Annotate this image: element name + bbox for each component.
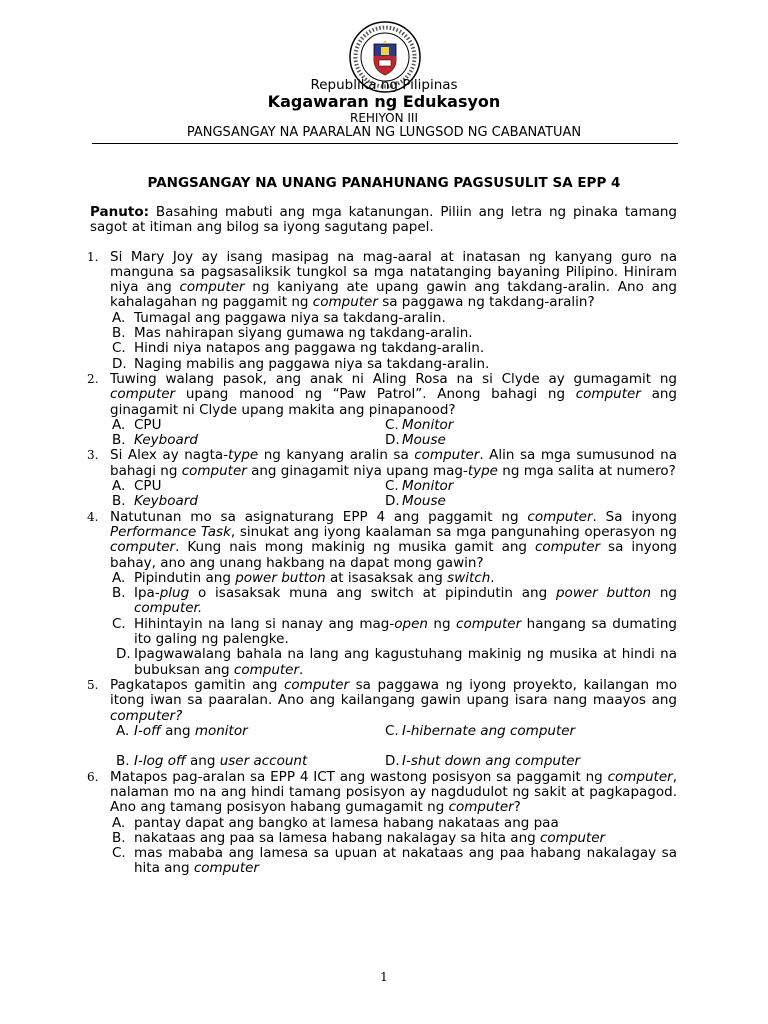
question-1 (87, 248, 677, 311)
option-b: B. Keyboard (112, 493, 198, 510)
option-d: D. Naging mabilis ang paggawa niya sa takdang-aralin. (112, 355, 490, 372)
option-a: A. pantay dapat ang bangko at lamesa habang nakataas ang paa (112, 814, 559, 831)
option-d: D. Ipagwawalang bahala na lang ang kagustuhang makinig ng musika at hindi na bubuksan ang computer. (116, 646, 677, 678)
question-number: 2. (87, 371, 99, 386)
page-number: 1 (380, 970, 388, 984)
options-row (90, 479, 677, 494)
option-c: C. Hihintayin na lang si nanay ang mag-open ng computer hangang sa dumating ito galing ng palengke. (112, 615, 677, 648)
options-row (90, 754, 677, 769)
option-a: A. Tumagal ang paggawa niya sa takdang-aralin. (112, 309, 446, 326)
question-stem: Pagkatapos gamitin ang computer sa paggawa ng iyong proyekto, kailangan mo itong iwan sa paaralan. Ano ang kailangang gawin upang isara nang maayos ang computer? (110, 676, 677, 724)
options-row (90, 418, 677, 433)
option-c: C. mas mababa ang lamesa sa upuan at nakataas ang paa habang nakalagay sa hita ang computer (112, 845, 677, 877)
instructions-label: Panuto: (90, 204, 149, 220)
instructions-text: Basahing mabuti ang mga katanungan. Piliin ang letra ng pinaka tamang sagot at itiman ang bilog sa iyong sagutang papel. (90, 204, 677, 236)
instructions (90, 205, 677, 236)
question-6 (87, 768, 677, 816)
question-number: 3. (87, 448, 99, 463)
option-b: B. Keyboard (112, 432, 198, 449)
options-row (90, 494, 677, 509)
options-row (90, 724, 677, 739)
exam-body (87, 204, 678, 877)
option-d: D. Mouse (385, 432, 446, 449)
option-d: D. I-shut down ang computer (385, 753, 581, 770)
rehiyon-heading: REHIYON III (349, 111, 418, 125)
kagawaran-heading: Kagawaran ng Edukasyon (267, 92, 501, 111)
option-b: B. Mas nahirapan siyang gumawa ng takdang-aralin. (112, 325, 473, 342)
options-row (90, 433, 677, 448)
option-c: C. Hindi niya natapos ang paggawa ng takdang-aralin. (112, 340, 485, 357)
question-number: 5. (87, 677, 99, 692)
option-a: A. CPU (112, 416, 162, 433)
option-a: A. I-off ang monitor (116, 722, 248, 739)
question-number: 1. (87, 249, 99, 264)
question-number: 6. (87, 769, 99, 784)
question-2 (87, 370, 677, 418)
option-a: A. CPU (112, 478, 162, 495)
option-c: C. Monitor (385, 478, 454, 495)
question-number: 4. (87, 509, 99, 524)
option-c: C. I-hibernate ang computer (385, 722, 576, 739)
option-a: A. Pipindutin ang power button at isasaksak ang switch. (112, 569, 495, 586)
option-b: B. I-log off ang user account (116, 753, 308, 770)
question-stem: Matapos pag-aralan sa EPP 4 ICT ang wastong posisyon sa paggamit ng computer, nalaman mo na ang hindi tamang posisyon ay nagdudulot ng sakit at pagkapagod. Ano ang tamang posisyon habang gumagamit ng computer? (110, 768, 677, 816)
question-4 (87, 508, 677, 571)
question-stem: Si Alex ay nagta-type ng kanyang aralin sa computer. Alin sa mga sumusunod na bahagi ng computer ang ginagamit niya upang mag-type ng mga salita at numero? (110, 447, 677, 479)
question-5 (87, 676, 677, 724)
option-b: B. nakataas ang paa sa lamesa habang nakalagay sa hita ang computer (112, 829, 606, 846)
republika-heading: Republika ng Pilipinas (310, 77, 458, 93)
question-stem: Natutunan mo sa asignaturang EPP 4 ang paggamit ng computer. Sa inyong Performance Task, sinukat ang iyong kaalaman sa mga pangunahing operasyon ng computer. Kung nais mong makinig ng musika gamit ang computer sa inyong bahay, ano ang unang hakbang na dapat mong gawin? (110, 508, 677, 571)
option-c: C. Monitor (385, 416, 454, 433)
header-divider (92, 143, 678, 144)
question-3 (87, 447, 677, 479)
question-stem: Si Mary Joy ay isang masipag na mag-aaral at inatasan ng kanyang guro na manguna sa pagsasaliksik tungkol sa mga natatanging bayaning Pilipino. Hiniram niya ang computer ng kaniyang ate upang gawin ang takdang-aralin. Ano ang kahalagahan ng paggamit ng computer sa paggawa ng takdang-aralin? (110, 248, 677, 311)
division-heading: PANGSANGAY NA PAARALAN NG LUNGSOD NG CABANATUAN (186, 125, 582, 140)
option-b: B. Ipa-plug o isasaksak muna ang switch at pipindutin ang power button ng computer. (112, 585, 678, 617)
exam-title: PANGSANGAY NA UNANG PANAHUNANG PAGSUSULIT SA EPP 4 (147, 175, 621, 191)
option-d: D. Mouse (385, 493, 446, 510)
question-stem: Tuwing walang pasok, ang anak ni Aling Rosa na si Clyde ay gumagamit ng computer upang manood ng “Paw Patrol”. Anong bahagi ng computer ang ginagamit ni Clyde upang makita ang pinapanood? (110, 370, 677, 418)
